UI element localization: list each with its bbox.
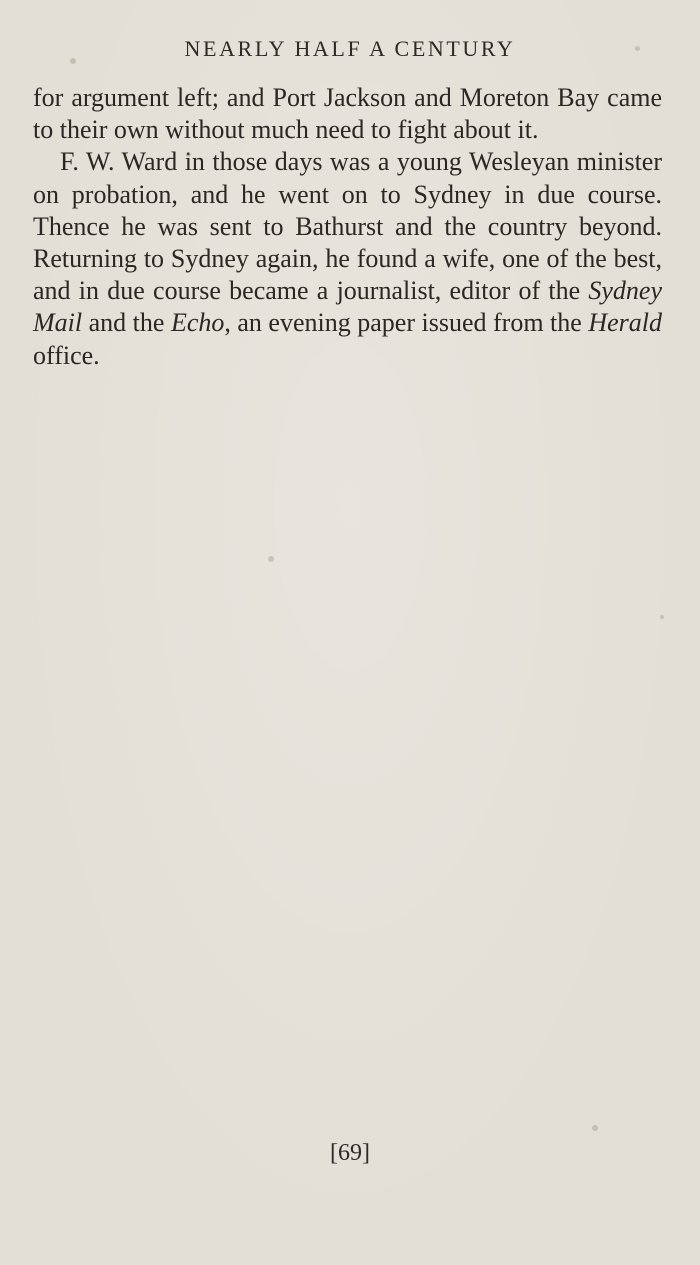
paper-speck (70, 58, 76, 64)
italic-title-herald: Herald (588, 308, 662, 338)
body-text (33, 82, 662, 372)
italic-title-sydney-mail: Sydney Mail (33, 276, 662, 338)
paragraph-text: office. (33, 340, 100, 370)
paragraph-ward (33, 146, 662, 371)
paper-speck (186, 152, 191, 157)
paper-speck (268, 556, 274, 562)
paper-speck (635, 46, 640, 51)
italic-title-echo: Echo (170, 308, 225, 338)
paragraph-text: and the (82, 308, 171, 338)
paragraph-continued: for argument left; and Port Jackson and Moreton Bay came to their own without much need to fight about it. (33, 83, 662, 145)
paragraph-text: F. W. Ward in those days was a young Wesleyan minister on probation, and he went on to Sydney in due course. Thence he was sent to Bathurst and the country beyond. Returning to Sydney again, he found a wife, one of the best, and in due course became a journalist, editor of the (33, 147, 662, 306)
running-head: NEARLY HALF A CENTURY (184, 36, 516, 61)
paper-speck (660, 615, 664, 619)
paper-speck (592, 1125, 598, 1131)
page-number: [69] (330, 1140, 370, 1166)
paragraph-text: , an evening paper issued from the (224, 308, 589, 338)
